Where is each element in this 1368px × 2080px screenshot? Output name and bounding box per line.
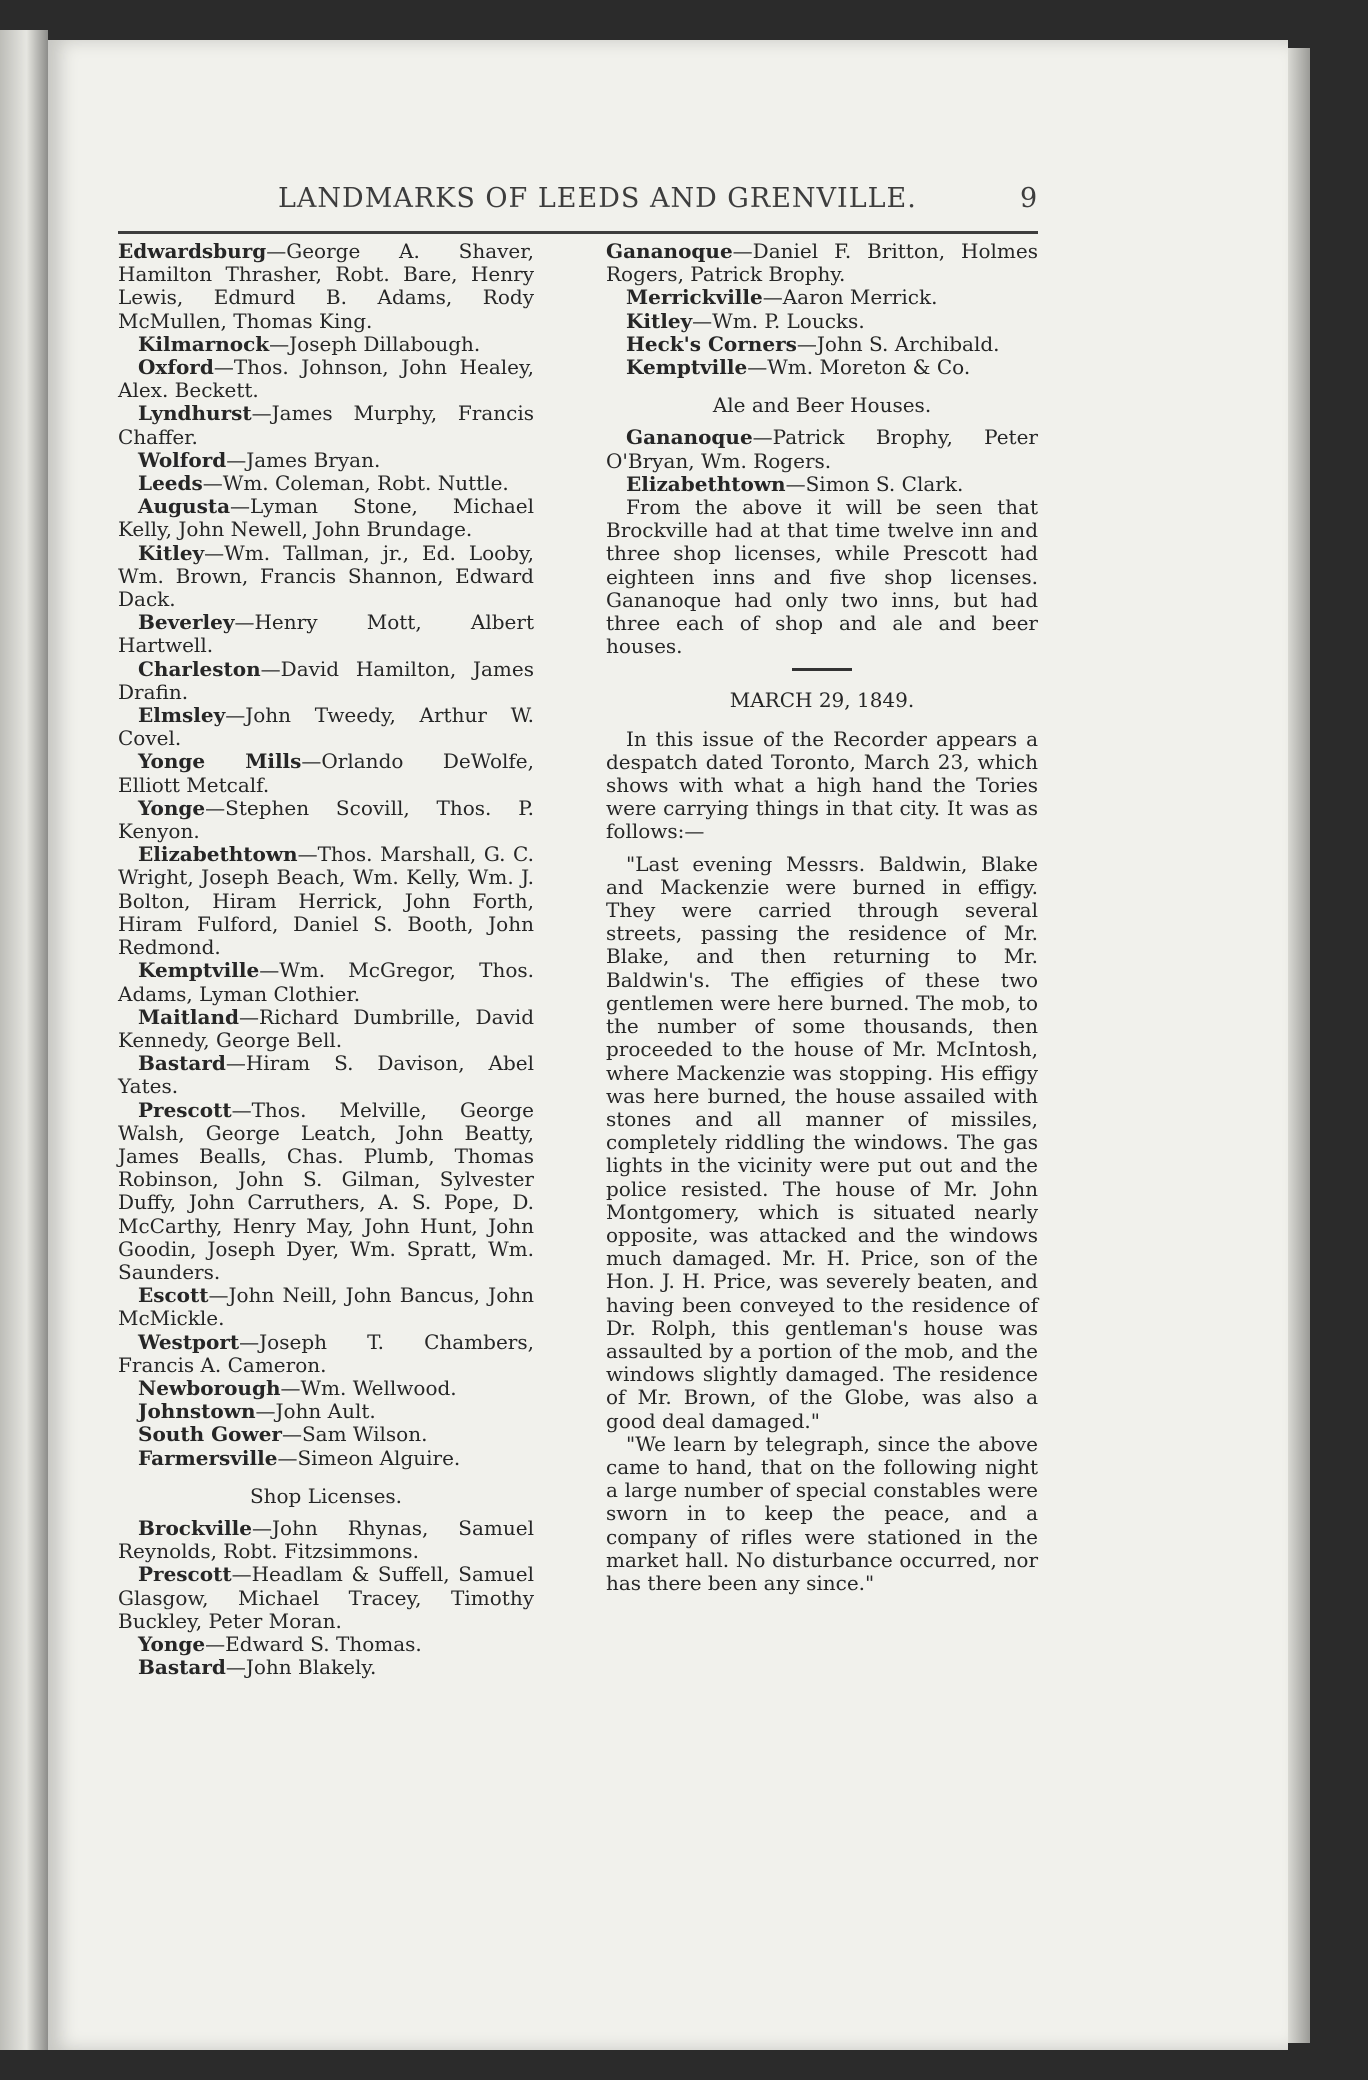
article-paragraph: "We learn by telegraph, since the above came to hand, that on the following night a large number of special constables were sworn in to keep the peace, and a company of rifles were stationed in the market hall. No disturbance occurred, nor has there been any since." [606,1431,1038,1595]
place-name: Kilmarnock [138,331,270,356]
place-name: Leeds [138,471,203,496]
licensee-names: Thos. Johnson, John Healey, Alex. Beckett. [118,355,534,403]
licensee-names: Thos. Marshall, G. C. Wright, Joseph Beach, Wm. Kelly, Wm. J. Bolton, Hiram Herrick, John Forth, Hiram Fulford, Daniel S. Booth, John Redmond. [118,842,534,960]
licensee-names: Thos. Melville, George Walsh, George Leatch, John Beatty, James Bealls, Chas. Plumb, Thomas Robinson, John S. Gilman, Sylvester Duffy, John Carruthers, A. S. Pope, D. McCarthy, Henry May, John Hunt, John Goodin, Joseph Dyer, Wm. Spratt, Wm. Saunders. [118,1097,534,1284]
page-number: 9 [1020,183,1038,214]
place-name: Johnstown [138,1399,256,1424]
place-name: Gananoque [626,425,753,450]
license-entry: Farmersville—Simeon Alguire. [138,1445,461,1470]
license-entry: Leeds—Wm. Coleman, Robt. Nuttle. [138,471,509,496]
license-entry: Augusta—Lyman Stone, Michael Kelly, John Newell, John Brundage. [118,494,534,542]
license-entry: Wolford—James Bryan. [138,447,381,472]
place-name: Prescott [138,1562,232,1587]
licensee-names: Joseph T. Chambers, Francis A. Cameron. [118,1329,534,1377]
licensee-names: Aaron Merrick. [782,285,938,310]
place-name: Augusta [138,494,231,519]
place-name: South Gower [138,1422,282,1447]
place-name: Edwardsburg [118,239,267,263]
section-heading-ale-houses: Ale and Beer Houses. [712,393,932,418]
license-entry: Brockville—John Rhynas, Samuel Reynolds, Robt. Fitzsimmons. [118,1515,534,1564]
licensee-names: Lyman Stone, Michael Kelly, John Newell, John Brundage. [118,494,534,542]
place-name: Merrickville [626,285,763,310]
license-entry: Charleston—David Hamilton, James Drafin. [118,656,534,704]
licensee-names: Wm. Coleman, Robt. Nuttle. [222,471,509,496]
license-entry: Elmsley—John Tweedy, Arthur W. Covel. [118,703,534,751]
place-name: Kitley [626,308,693,333]
licensee-names: Hiram S. Davison, Abel Yates. [118,1051,534,1099]
place-name: Yonge [138,1631,206,1656]
place-name: Yonge Mills [138,749,302,774]
licensee-names: Patrick Brophy, Peter O'Bryan, Wm. Rogers. [606,425,1038,473]
license-entry: Prescott—Headlam & Suffell, Samuel Glasgow, Michael Tracey, Timothy Buckley, Peter Moran. [118,1562,534,1633]
license-entry: Yonge—Stephen Scovill, Thos. P. Kenyon. [118,795,534,844]
license-entry: Kilmarnock—Joseph Dillabough. [138,331,481,356]
licensee-names: John Blakely. [245,1655,377,1680]
place-name: Brockville [138,1515,252,1540]
license-entry: Bastard—John Blakely. [138,1655,377,1680]
place-name: Farmersville [138,1445,278,1470]
place-name: Kemptville [138,958,260,983]
licensee-names: Edward S. Thomas. [225,1631,422,1656]
place-name: Yonge [138,795,206,820]
place-name: Elizabethtown [138,842,298,867]
place-name: Charleston [138,656,261,681]
licensee-names: John Neill, John Bancus, John McMickle. [118,1283,534,1331]
place-name: Kitley [138,540,205,565]
place-name: Newborough [138,1375,281,1400]
licensee-names: Simon S. Clark. [805,471,964,496]
license-entry: Beverley—Henry Mott, Albert Hartwell. [118,610,534,658]
licensee-names: Richard Dumbrille, David Kennedy, George Bell. [118,1004,534,1052]
licensee-names: David Hamilton, James Drafin. [118,656,534,704]
licensee-names: Daniel F. Britton, Holmes Rogers, Patrick Brophy. [606,239,1038,287]
place-name: Westport [138,1329,240,1354]
licensee-names: Orlando DeWolfe, Elliott Metcalf. [118,749,534,797]
license-entry: Gananoque—Patrick Brophy, Peter O'Bryan, Wm. Rogers. [606,425,1038,473]
place-name: Kemptville [626,355,748,380]
license-entry: Newborough—Wm. Wellwood. [138,1375,457,1400]
summary-paragraph: From the above it will be seen that Brockville had at that time twelve inn and three shop licenses, while Prescott had eighteen inns and five shop licenses. Gananoque had only two inns, but had three each of shop and ale and beer houses. [606,495,1038,659]
license-entry: Bastard—Hiram S. Davison, Abel Yates. [118,1051,534,1099]
license-entry: Elizabethtown—Simon S. Clark. [626,471,964,496]
place-name: Prescott [138,1097,232,1122]
license-entry: Elizabethtown—Thos. Marshall, G. C. Wright, Joseph Beach, Wm. Kelly, Wm. J. Bolton, Hiram Herrick, John Forth, Hiram Fulford, Daniel S. Booth, John Redmond. [118,842,534,960]
license-entry: Johnstown—John Ault. [138,1399,376,1424]
license-entry: Escott—John Neill, John Bancus, John McMickle. [118,1283,534,1331]
place-name: Bastard [138,1655,226,1680]
license-entry: Yonge—Edward S. Thomas. [138,1631,422,1656]
place-name: Oxford [138,355,214,380]
licensee-names: Wm. P. Loucks. [712,308,865,333]
place-name: Elizabethtown [626,471,786,496]
licensee-names: Sam Wilson. [301,1422,428,1447]
place-name: Heck's Corners [626,331,797,356]
licensee-names: Wm. Moreton & Co. [767,355,971,380]
licensee-names: Simeon Alguire. [297,1445,461,1470]
article-paragraph: In this issue of the Recorder appears a despatch dated Toronto, March 23, which shows with what a high hand the Tories were carrying things in that city. It was as follows:— [606,726,1038,844]
license-entry: Maitland—Richard Dumbrille, David Kennedy, George Bell. [118,1004,534,1052]
place-name: Escott [138,1283,209,1308]
article-paragraph: "Last evening Messrs. Baldwin, Blake and Mackenzie were burned in effigy. They were carried through several streets, passing the residence of Mr. Blake, and then returning to Mr. Baldwin's. The effigies of these two gentlemen were here burned. The mob, to the number of some thousands, then proceeded to the house of Mr. McIntosh, where Mackenzie was stopping. His effigy was here burned, the house assailed with stones and all manner of missiles, completely riddling the windows. The gas lights in the vicinity were put out and the police resisted. The house of Mr. John Montgomery, which is situated nearly opposite, was attacked and the windows much damaged. Mr. H. Price, son of the Hon. J. H. Price, was severely beaten, and having been conveyed to the residence of Dr. Rolph, this gentleman's house was assaulted by a portion of the mob, and the windows slightly damaged. The residence of Mr. Brown, of the Globe, was also a good deal damaged." [606,851,1038,1433]
license-entry: Merrickville—Aaron Merrick. [626,285,938,310]
licensee-names: John S. Archibald. [816,331,1000,356]
licensee-names: James Bryan. [246,447,381,472]
licensee-names: James Murphy, Francis Chaffer. [118,401,534,449]
licensee-names: John Ault. [275,1399,376,1424]
license-entry: South Gower—Sam Wilson. [138,1422,428,1447]
licensee-names: Wm. McGregor, Thos. Adams, Lyman Clothier. [118,958,534,1006]
license-entry: Kemptville—Wm. Moreton & Co. [626,355,971,380]
license-entry: Lyndhurst—James Murphy, Francis Chaffer. [118,401,534,449]
place-name: Maitland [138,1004,240,1029]
place-name: Gananoque [606,239,733,263]
date-heading: MARCH 29, 1849. [729,688,915,713]
section-divider [792,668,852,671]
place-name: Bastard [138,1051,226,1076]
licensee-names: Henry Mott, Albert Hartwell. [118,610,534,658]
license-entry: Edwardsburg—George A. Shaver, Hamilton Thrasher, Robt. Bare, Henry Lewis, Edmurd B. Adams, Rody McMullen, Thomas King. [118,239,534,333]
left-page-edge [0,30,48,2050]
licensee-names: Stephen Scovill, Thos. P. Kenyon. [118,795,534,844]
license-entry: Kitley—Wm. P. Loucks. [626,308,865,333]
licensee-names: John Tweedy, Arthur W. Covel. [118,703,534,751]
header-rule [118,231,1038,234]
license-entry: Westport—Joseph T. Chambers, Francis A. Cameron. [118,1329,534,1377]
page-edge-shadow [1288,48,1310,2043]
licensee-names: George A. Shaver, Hamilton Thrasher, Robt. Bare, Henry Lewis, Edmurd B. Adams, Rody McMullen, Thomas King. [118,239,534,333]
license-entry: Kemptville—Wm. McGregor, Thos. Adams, Lyman Clothier. [118,958,534,1006]
running-header: LANDMARKS OF LEEDS AND GRENVILLE. [278,183,917,214]
licensee-names: Wm. Wellwood. [300,1375,457,1400]
place-name: Lyndhurst [138,401,252,426]
licensee-names: Wm. Tallman, jr., Ed. Looby, Wm. Brown, Francis Shannon, Edward Dack. [118,540,534,612]
license-entry: Gananoque—Daniel F. Britton, Holmes Rogers, Patrick Brophy. [606,239,1038,287]
license-entry: Heck's Corners—John S. Archibald. [626,331,1000,356]
licensee-names: John Rhynas, Samuel Reynolds, Robt. Fitzsimmons. [118,1515,534,1564]
section-heading-shop-licenses: Shop Licenses. [249,1483,403,1508]
left-column [118,240,534,1679]
licensee-names: Joseph Dillabough. [289,331,481,356]
license-entry: Oxford—Thos. Johnson, John Healey, Alex. Beckett. [118,355,534,403]
license-entry: Kitley—Wm. Tallman, jr., Ed. Looby, Wm. Brown, Francis Shannon, Edward Dack. [118,540,534,612]
license-entry: Prescott—Thos. Melville, George Walsh, George Leatch, John Beatty, James Bealls, Chas. Plumb, Thomas Robinson, John S. Gilman, Sylvester Duffy, John Carruthers, A. S. Pope, D. McCarthy, Henry May, John Hunt, John Goodin, Joseph Dyer, Wm. Spratt, Wm. Saunders. [118,1097,534,1284]
place-name: Beverley [138,610,235,635]
place-name: Elmsley [138,703,226,728]
licensee-names: Headlam & Suffell, Samuel Glasgow, Michael Tracey, Timothy Buckley, Peter Moran. [118,1562,534,1633]
right-column [606,240,1038,1595]
place-name: Wolford [138,447,227,472]
license-entry: Yonge Mills—Orlando DeWolfe, Elliott Metcalf. [118,749,534,797]
